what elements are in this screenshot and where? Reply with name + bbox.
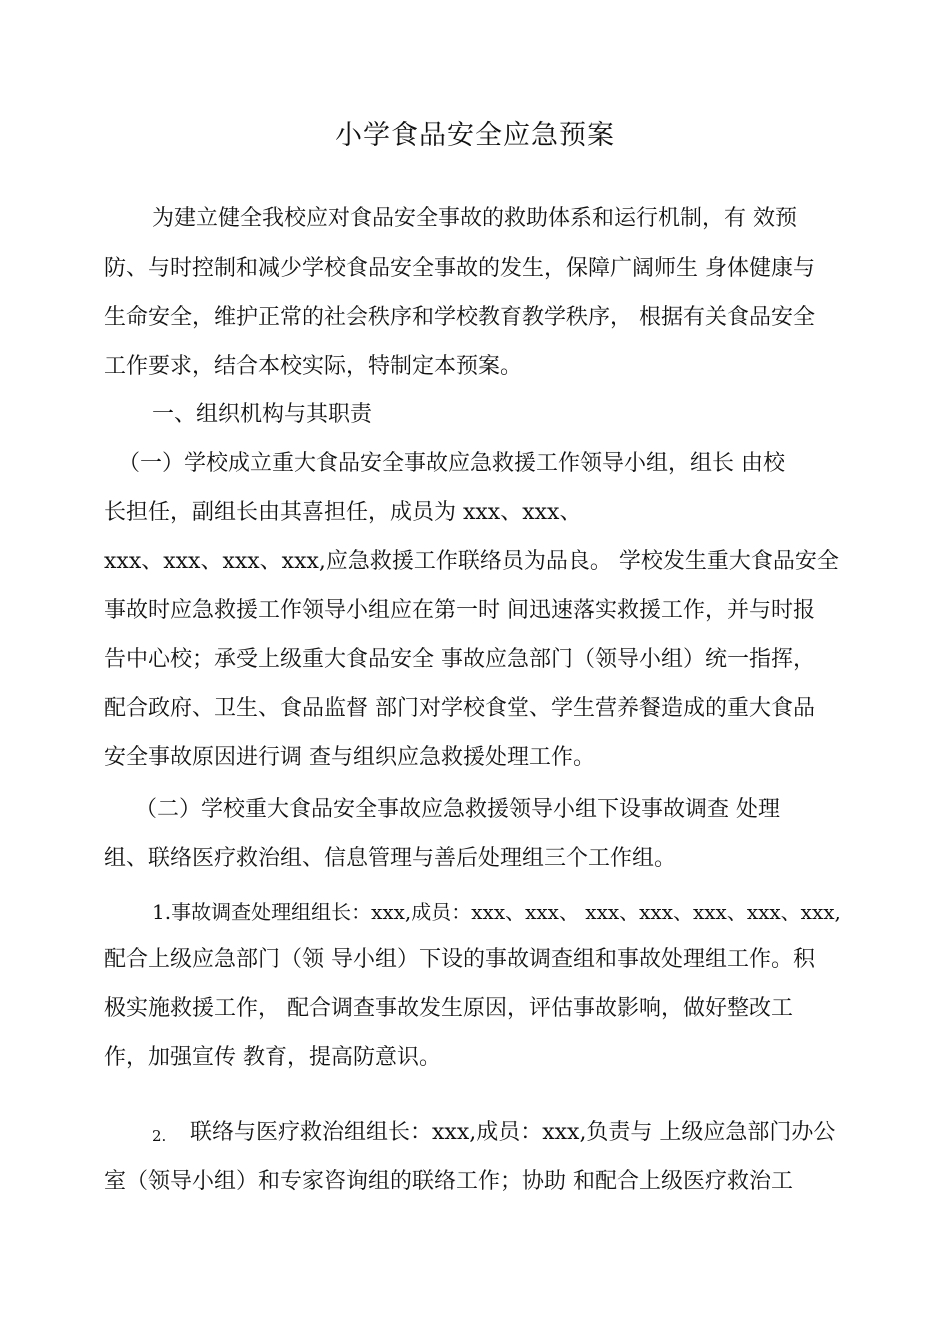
paragraph-line: 极实施救援工作， 配合调查事故发生原因，评估事故影响，做好整改工 <box>104 996 793 1021</box>
paragraph-line: （二）学校重大食品安全事故应急救援领导小组下设事故调查 处理 <box>135 797 780 822</box>
paragraph-line: 作，加强宣传 教育，提高防意识。 <box>104 1045 441 1070</box>
list-number: 2. <box>152 1127 167 1145</box>
paragraph-line: 配合政府、卫生、食品监督 部门对学校食堂、学生营养餐造成的重大食品 <box>104 696 815 721</box>
paragraph-line: 组、联络医疗救治组、信息管理与善后处理组三个工作组。 <box>104 846 677 871</box>
paragraph-line: xxx、xxx、xxx、xxx,应急救援工作联络员为品良。 学校发生重大食品安全 <box>104 549 839 574</box>
paragraph-line: 工作要求，结合本校实际，特制定本预案。 <box>104 354 523 379</box>
paragraph-line: 室（领导小组）和专家咨询组的联络工作；协助 和配合上级医疗救治工 <box>104 1169 793 1194</box>
paragraph-line: （一）学校成立重大食品安全事故应急救援工作领导小组，组长 由校 <box>118 451 785 476</box>
paragraph-line: 联络与医疗救治组组长：xxx,成员：xxx,负责与 上级应急部门办公 <box>190 1120 836 1145</box>
paragraph-line: 告中心校；承受上级重大食品安全 事故应急部门（领导小组）统一指挥， <box>104 647 815 672</box>
paragraph-line: 防、与时控制和减少学校食品安全事故的发生，保障广阔师生 身体健康与 <box>104 256 815 281</box>
paragraph-line: 1.事故调查处理组组长：xxx,成员：xxx、xxx、 xxx、xxx、xxx、xxx、xxx, <box>152 900 841 924</box>
paragraph-line: 生命安全，维护正常的社会秩序和学校教育教学秩序， 根据有关食品安全 <box>104 305 815 330</box>
paragraph-line: 长担任，副组长由其喜担任，成员为 xxx、xxx、 <box>104 500 582 525</box>
paragraph-line: 安全事故原因进行调 查与组织应急救援处理工作。 <box>104 745 595 770</box>
section-heading: 一、组织机构与其职责 <box>152 402 373 427</box>
paragraph-line: 为建立健全我校应对食品安全事故的救助体系和运行机制，有 效预 <box>152 206 797 231</box>
document-title: 小学食品安全应急预案 <box>335 120 615 151</box>
paragraph-line: 配合上级应急部门（领 导小组）下设的事故调查组和事故处理组工作。积 <box>104 947 815 972</box>
paragraph-line: 事故时应急救援工作领导小组应在第一时 间迅速落实救援工作，并与时报 <box>104 598 815 623</box>
